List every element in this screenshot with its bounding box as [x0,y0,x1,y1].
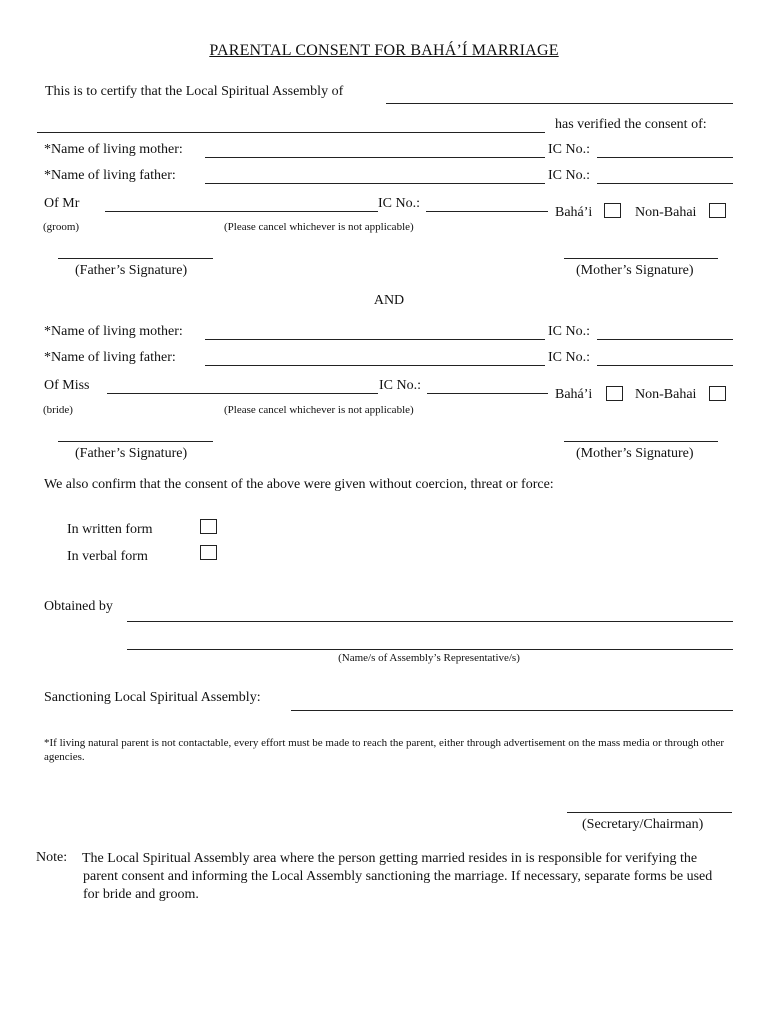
bride-mother-field[interactable] [205,339,545,340]
bride-cancel-note: (Please cancel whichever is not applicable) [224,404,414,416]
bride-father-ic-field[interactable] [597,365,733,366]
footnote: *If living natural parent is not contactable, every effort must be made to reach the parent, either through advertisement on the mass media or through other agencies. [44,737,725,763]
bride-nonbahai-label: Non-Bahai [635,387,697,402]
bride-nonbahai-checkbox[interactable] [709,386,726,401]
verbal-form-checkbox[interactable] [200,545,217,560]
groom-of-label: Of Mr [44,196,80,211]
groom-nonbahai-label: Non-Bahai [635,205,697,220]
assembly-name-line[interactable] [386,103,733,104]
groom-father-ic-field[interactable] [597,183,733,184]
certify-text: This is to certify that the Local Spiritual Assembly of [45,84,344,99]
confirm-text: We also confirm that the consent of the above were given without coercion, threat or force: [44,477,554,492]
groom-father-signature-line[interactable] [58,258,213,259]
and-divider: AND [373,293,405,308]
groom-bahai-label: Bahá’i [555,205,593,220]
groom-mother-ic-field[interactable] [597,157,733,158]
verbal-form-label: In verbal form [67,549,148,564]
bride-of-label: Of Miss [44,378,90,393]
sanctioning-field[interactable] [291,710,733,711]
groom-nonbahai-checkbox[interactable] [709,203,726,218]
obtained-by-label: Obtained by [44,599,113,614]
bride-father-signature-line[interactable] [58,441,213,442]
note-text: The Local Spiritual Assembly area where the person getting married resides in is responsible for verifying the parent consent and informing the Local Assembly sanctioning the marriage. If necessary, separate forms be used for bride and groom. [82,851,713,902]
bride-father-field[interactable] [205,365,545,366]
note-label: Note: [36,850,68,865]
assembly-name-line-2[interactable] [37,132,545,133]
verified-text: has verified the consent of: [555,117,707,132]
groom-mother-signature-label: (Mother’s Signature) [576,263,694,278]
groom-name-field[interactable] [105,211,378,212]
obtained-by-field[interactable] [127,621,733,622]
bride-mother-ic-label: IC No.: [548,324,590,339]
bride-mother-signature-label: (Mother’s Signature) [576,446,694,461]
bride-father-signature-label: (Father’s Signature) [75,446,188,461]
groom-father-field[interactable] [205,183,545,184]
obtained-by-field-2[interactable] [127,649,733,650]
secretary-signature-label: (Secretary/Chairman) [582,817,704,832]
bride-ic-field[interactable] [427,393,548,394]
groom-mother-signature-line[interactable] [564,258,718,259]
groom-mother-ic-label: IC No.: [548,142,590,157]
groom-father-signature-label: (Father’s Signature) [75,263,188,278]
bride-mother-label: *Name of living mother: [44,324,183,339]
written-form-label: In written form [67,522,153,537]
bride-mother-ic-field[interactable] [597,339,733,340]
bride-ic-label: IC No.: [379,378,421,393]
groom-father-label: *Name of living father: [44,168,176,183]
groom-father-ic-label: IC No.: [548,168,590,183]
groom-ic-field[interactable] [426,211,548,212]
secretary-signature-line[interactable] [567,812,732,813]
bride-name-field[interactable] [107,393,378,394]
bride-bahai-label: Bahá’i [555,387,593,402]
groom-ic-label: IC No.: [378,196,420,211]
bride-father-label: *Name of living father: [44,350,176,365]
bride-father-ic-label: IC No.: [548,350,590,365]
bride-bahai-checkbox[interactable] [606,386,623,401]
representative-note: (Name/s of Assembly’s Representative/s) [338,652,520,664]
groom-bahai-checkbox[interactable] [604,203,621,218]
groom-role: (groom) [43,221,80,233]
bride-role: (bride) [43,404,73,416]
form-title: PARENTAL CONSENT FOR BAHÁ’Í MARRIAGE [209,42,559,59]
groom-mother-label: *Name of living mother: [44,142,183,157]
groom-cancel-note: (Please cancel whichever is not applicable) [224,221,414,233]
written-form-checkbox[interactable] [200,519,217,534]
sanctioning-label: Sanctioning Local Spiritual Assembly: [44,690,261,705]
bride-mother-signature-line[interactable] [564,441,718,442]
groom-mother-field[interactable] [205,157,545,158]
